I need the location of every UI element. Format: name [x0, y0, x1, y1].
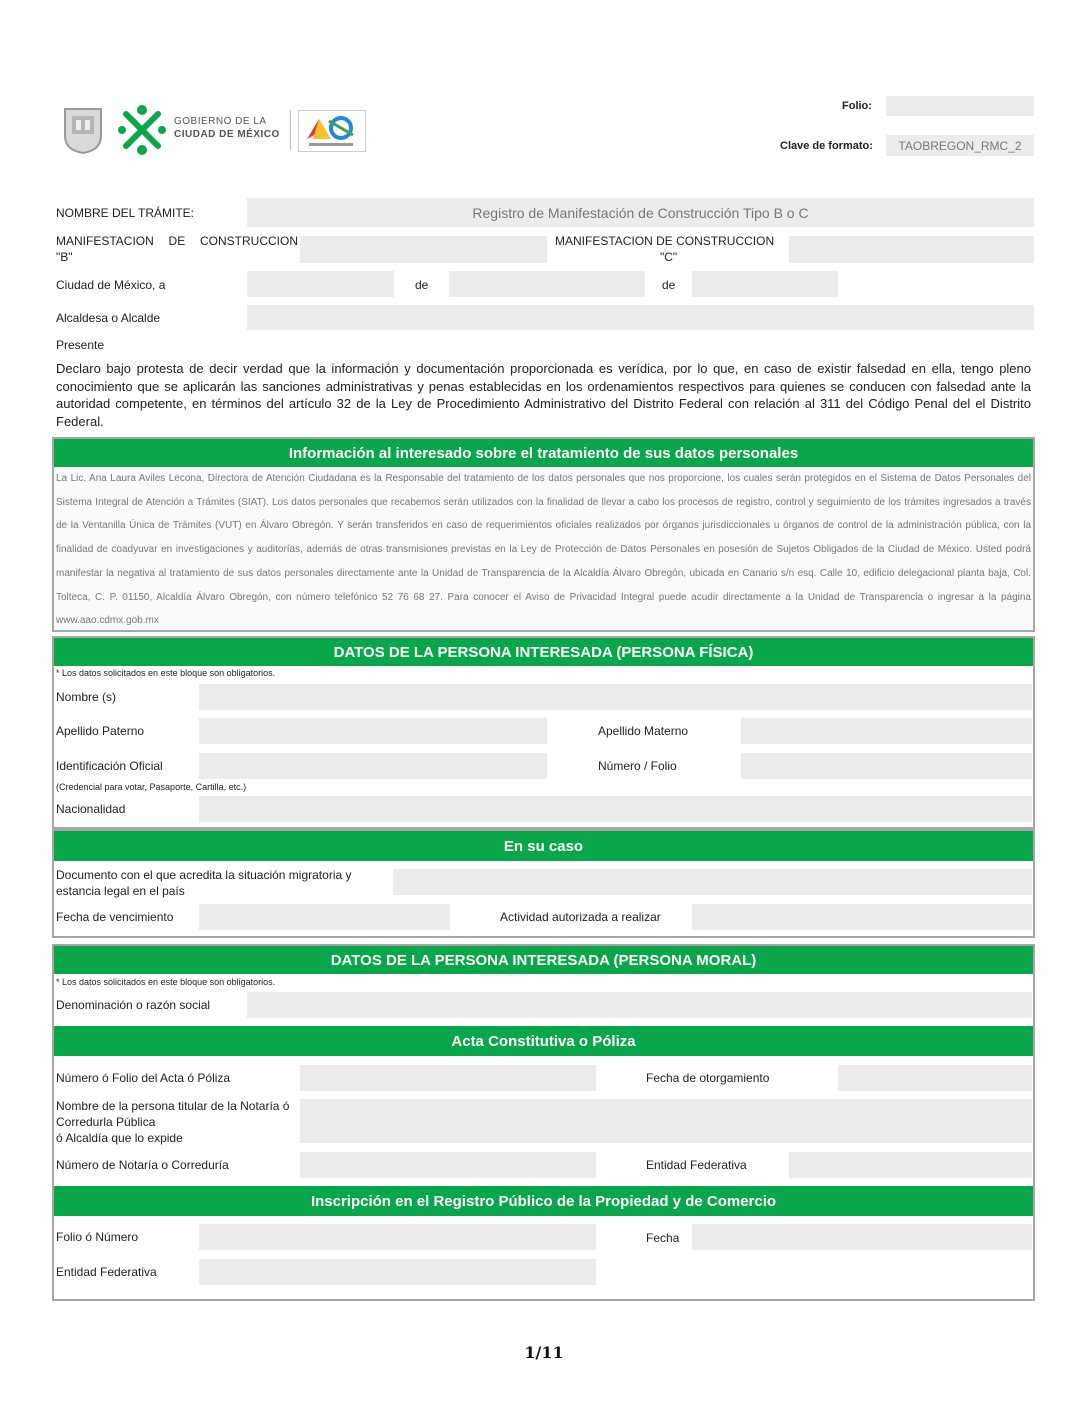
manifestacion-c-line1: MANIFESTACION DE CONSTRUCCION	[555, 234, 775, 248]
privacy-title: Información al interesado sobre el tratamiento de sus datos personales	[54, 439, 1033, 467]
registro-title: Inscripción en el Registro Público de la Propiedad y de Comercio	[54, 1186, 1033, 1216]
cdmx-coat-of-arms-logo	[62, 106, 104, 154]
logo-divider	[290, 110, 291, 150]
nacionalidad-label: Nacionalidad	[56, 802, 126, 816]
documento-label-line2: estancia legal en el país	[56, 884, 185, 898]
documento-label	[56, 867, 352, 899]
numero-folio-field[interactable]	[741, 753, 1032, 779]
actividad-label: Actividad autorizada a realizar	[500, 910, 661, 924]
nombre-tramite-label: NOMBRE DEL TRÁMITE:	[56, 206, 195, 220]
nombre-tramite-field: Registro de Manifestación de Construcción Tipo B o C	[247, 198, 1034, 227]
documento-field[interactable]	[393, 869, 1032, 895]
registro-fecha-field[interactable]	[692, 1224, 1032, 1250]
acta-title: Acta Constitutiva o Póliza	[54, 1026, 1033, 1056]
alcaldia-ao-logo	[298, 110, 366, 152]
acta-numero-folio-field[interactable]	[300, 1065, 596, 1091]
numero-notaria-field[interactable]	[300, 1152, 596, 1178]
manifestacion-c-field[interactable]	[789, 236, 1034, 263]
acta-entidad-label: Entidad Federativa	[646, 1158, 747, 1172]
folio-label: Folio:	[842, 100, 872, 112]
apellido-materno-field[interactable]	[741, 718, 1032, 744]
registro-folio-field[interactable]	[199, 1224, 596, 1250]
fecha-otorgamiento-field[interactable]	[838, 1065, 1032, 1091]
persona-fisica-title: DATOS DE LA PERSONA INTERESADA (PERSONA FÍSICA)	[54, 638, 1033, 666]
en-su-caso-title: En su caso	[54, 831, 1033, 861]
titular-notaria-line3: ó Alcaldía que lo expide	[56, 1131, 183, 1145]
acta-numero-folio-label: Número ó Folio del Acta ó Póliza	[56, 1071, 231, 1085]
nombre-field[interactable]	[199, 684, 1032, 710]
manifestacion-b-line2: "B"	[56, 250, 73, 264]
mes-field[interactable]	[449, 271, 645, 297]
registro-entidad-label: Entidad Federativa	[56, 1265, 157, 1279]
manifestacion-b-line1: MANIFESTACION DE CONSTRUCCION	[56, 234, 298, 248]
manifestacion-c-label	[555, 233, 783, 265]
dia-field[interactable]	[247, 271, 394, 297]
registro-folio-label: Folio ó Número	[56, 1230, 139, 1244]
ciudad-label: Ciudad de México, a	[56, 278, 166, 292]
denominacion-field[interactable]	[247, 992, 1032, 1018]
cdmx-green-logo-icon	[118, 104, 166, 156]
presente-label: Presente	[56, 338, 105, 352]
clave-formato-field: TAOBREGON_RMC_2	[886, 135, 1034, 156]
titular-notaria-field[interactable]	[300, 1099, 1032, 1143]
titular-notaria-line1: Nombre de la persona titular de la Notaría ó	[56, 1099, 290, 1113]
acta-entidad-field[interactable]	[789, 1152, 1032, 1178]
de-label-2: de	[662, 278, 676, 292]
page-number: 1/11	[524, 1343, 564, 1362]
gov-logo-line1: GOBIERNO DE LA	[174, 116, 267, 127]
declaration-text: Declaro bajo protesta de decir verdad que la información y documentación proporcionada es verídica, por lo que, en caso de existir falsedad en ella, tengo pleno conocimiento que se aplicarán las sanciones administrativas y penas establecidas en los ordenamientos respectivos para quienes se conducen con falsedad ante la autoridad competente, en términos del artículo 32 de la Ley de Procedimiento Administrativo del Distrito Federal con relación al 311 del Código Penal del el Distrito Federal.	[56, 361, 1031, 429]
apellido-paterno-field[interactable]	[199, 718, 547, 744]
apellido-materno-label: Apellido Materno	[598, 724, 689, 738]
titular-notaria-label	[56, 1098, 289, 1146]
alcaldesa-label: Alcaldesa o Alcalde	[56, 311, 161, 325]
manifestacion-b-label	[56, 233, 298, 265]
titular-notaria-line2: Corredurla Pública	[56, 1115, 156, 1129]
documento-label-line1: Documento con el que acredita la situación migratoria y	[56, 868, 352, 882]
identificacion-label: Identificación Oficial	[56, 759, 163, 773]
registro-entidad-field[interactable]	[199, 1259, 596, 1285]
gov-logo-line2: CIUDAD DE MÉXICO	[174, 129, 280, 140]
privacy-text: La Lic. Ana Laura Aviles Lecona, Directora de Atención Ciudadana es la Responsable del tratamiento de los datos personales que nos proporcione, los cuales serán protegidos en el Sistema de Datos Personales del Sistema Integral de Atención a Trámites (SIAT). Los datos personales que recabemos serán utilizados con la finalidad de llevar a cabo los procesos de registro, control y seguimiento de los trámites ingresados a través de la Ventanilla Única de Trámites (VUT) en Álvaro Obregón. Y serán transferidos en caso de requerimientos oficiales realizados por órganos jurisdiccionales u órganos de control de la administración pública, con la finalidad de coadyuvar en investigaciones y auditorías, además de otras transmisiones previstas en la Ley de Protección de Datos Personales en posesión de Sujetos Obligados de la Ciudad de México. Usted podrá manifestar la negativa al tratamiento de sus datos personales directamente ante la Unidad de Transparencia de la Alcaldía Álvaro Obregón, ubicada en Canario s/n esq. Calle 10, edificio delegacional planta baja, Col. Tolteca, C. P. 01150, Alcaldía Álvaro Obregón, con número telefónico 52 76 68 27. Para conocer el Aviso de Privacidad Integral puede acudir directamente a la Unidad de Transparencia o ingresar a la página www.aao.cdmx.gob.mx	[56, 473, 1031, 627]
fecha-otorgamiento-label: Fecha de otorgamiento	[646, 1071, 770, 1085]
nacionalidad-field[interactable]	[199, 796, 1032, 822]
de-label-1: de	[415, 278, 429, 292]
numero-folio-label: Número / Folio	[598, 759, 677, 773]
denominacion-label: Denominación o razón social	[56, 998, 211, 1012]
alcaldesa-field[interactable]	[247, 305, 1034, 330]
registro-fecha-label: Fecha	[646, 1231, 680, 1245]
fecha-vencimiento-field[interactable]	[199, 904, 450, 930]
folio-field[interactable]	[886, 96, 1034, 116]
persona-moral-title: DATOS DE LA PERSONA INTERESADA (PERSONA MORAL)	[54, 946, 1033, 974]
nombre-label: Nombre (s)	[56, 690, 117, 704]
numero-notaria-label: Número de Notaría o Correduría	[56, 1158, 229, 1172]
clave-formato-label: Clave de formato:	[780, 140, 873, 152]
gov-logo-text	[174, 115, 280, 141]
apellido-paterno-label: Apellido Paterno	[56, 724, 145, 738]
anio-field[interactable]	[692, 271, 838, 297]
fecha-vencimiento-label: Fecha de vencimiento	[56, 910, 174, 924]
moral-required-note: * Los datos solicitados en este bloque son obligatorios.	[56, 977, 276, 987]
identificacion-field[interactable]	[199, 753, 547, 779]
manifestacion-b-field[interactable]	[300, 236, 547, 263]
credencial-note: (Credencial para votar, Pasaporte, Cartilla, etc.)	[56, 782, 247, 792]
manifestacion-c-line2: "C"	[660, 250, 678, 264]
fisica-required-note: * Los datos solicitados en este bloque son obligatorios.	[56, 668, 276, 678]
actividad-field[interactable]	[692, 904, 1032, 930]
